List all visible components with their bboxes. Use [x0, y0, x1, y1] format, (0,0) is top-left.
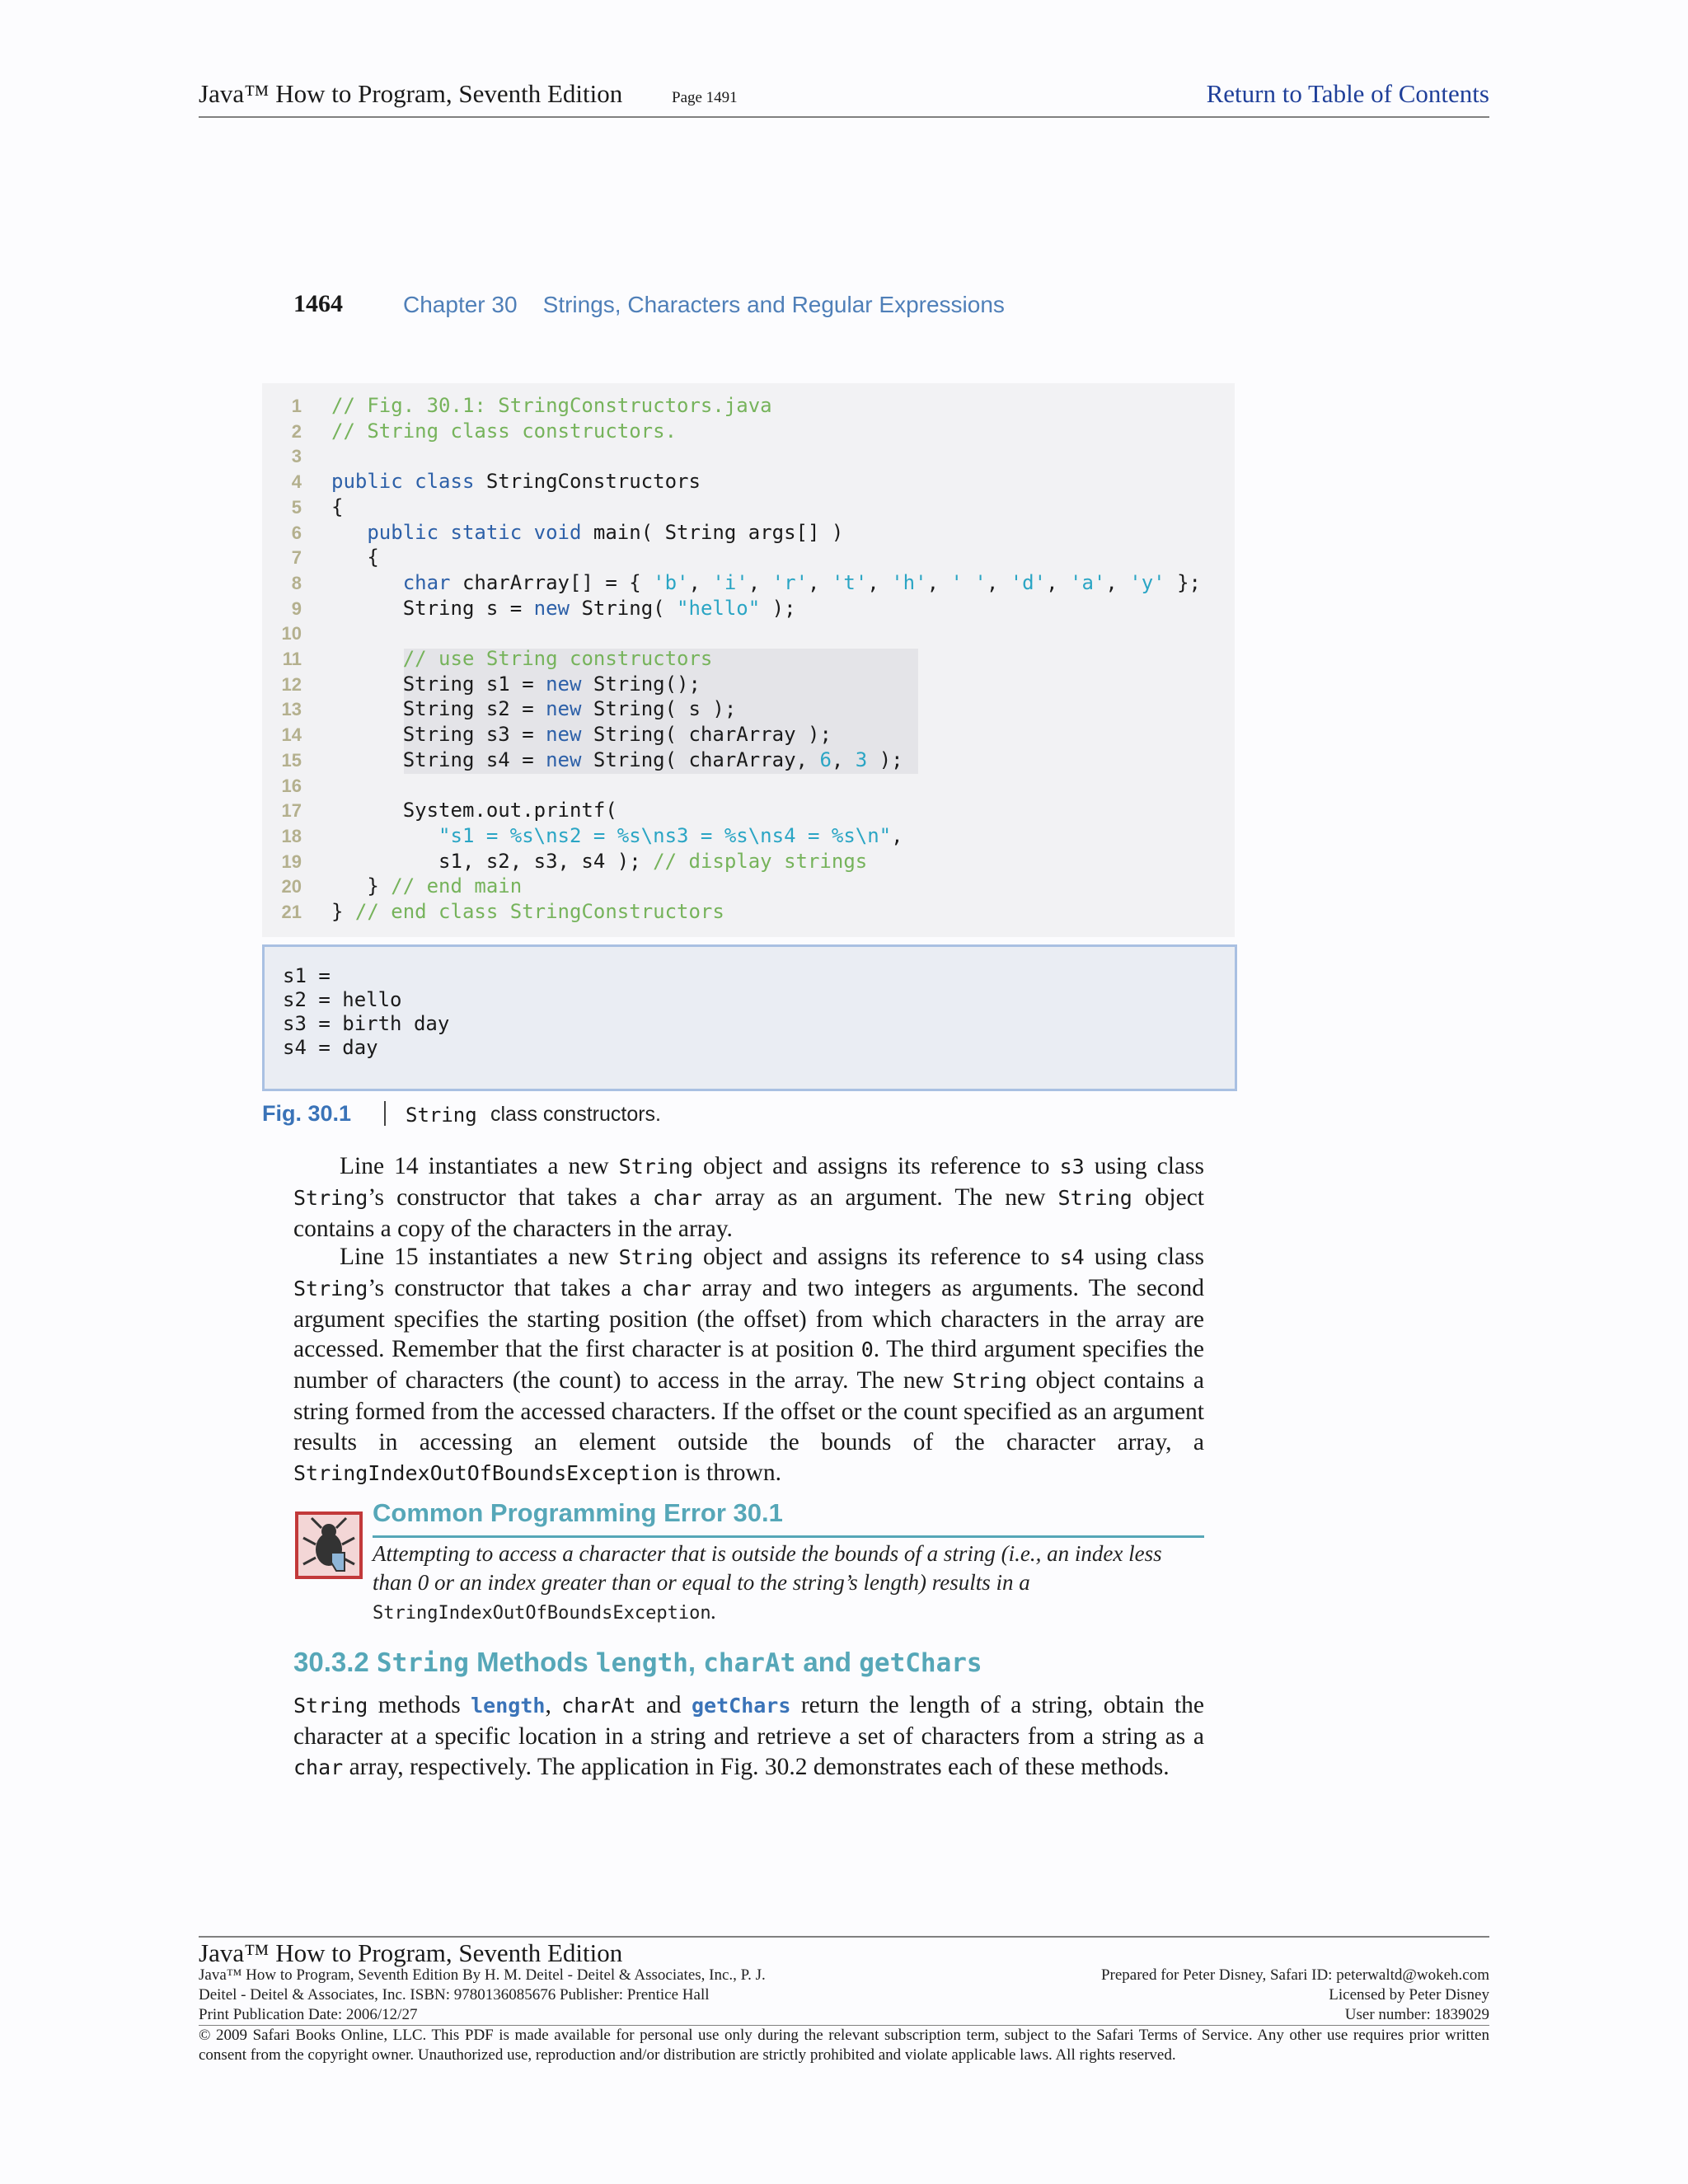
- output-line: s3 = birth day: [283, 1012, 450, 1035]
- section-heading: 30.3.2 String Methods length, charAt and getChars: [293, 1647, 982, 1678]
- line-number: 19: [281, 851, 302, 872]
- footer-copyright: © 2009 Safari Books Online, LLC. This PDF is made available for personal use only during the relevant subscription term, subject to the Safari Terms of Service. Any other use requires prior written consent from the copyright owner. Unauthorized use, reproduction and/or distribution are strictly prohibited and violate applicable laws. All rights reserved.: [199, 2027, 1489, 2064]
- line-number: 20: [281, 876, 302, 897]
- code-line: String s3 = new String( charArray );: [331, 723, 832, 746]
- code-line: String s2 = new String( s );: [331, 697, 737, 720]
- code-line: {: [331, 495, 344, 518]
- line-number: 16: [281, 776, 302, 796]
- toc-link[interactable]: Return to Table of Contents: [1206, 79, 1489, 108]
- figure-label: Fig. 30.1: [262, 1101, 352, 1126]
- caption-text: class constructors.: [490, 1103, 662, 1126]
- footer-divider: [199, 1936, 1489, 1938]
- code-line: } // end main: [331, 874, 523, 898]
- code-line: public static void main( String args[] ): [367, 521, 844, 544]
- page-number: 1464: [293, 290, 343, 317]
- line-number: 13: [281, 699, 302, 719]
- output-line: s4 = day: [283, 1036, 378, 1059]
- code-line: } // end class StringConstructors: [331, 900, 724, 923]
- line-number: 11: [282, 649, 302, 669]
- caption-separator: [384, 1101, 386, 1126]
- code-line: // String class constructors.: [331, 419, 678, 443]
- line-number: 10: [281, 623, 302, 644]
- line-number: 15: [281, 750, 302, 771]
- paragraph: Line 14 instantiates a new String object and assigns its reference to s3 using class String’s constructor that takes a char array as an argument. The new String object contains a copy of the characters in the array.: [293, 1153, 1204, 1242]
- footer-title: Java™ How to Program, Seventh Edition: [199, 1938, 623, 1967]
- bug-icon: [295, 1511, 363, 1579]
- code-line: {: [331, 546, 379, 569]
- caption-code: String: [406, 1104, 477, 1127]
- line-number: 9: [291, 598, 302, 619]
- code-line: String s = new String( "hello" );: [331, 597, 796, 620]
- line-number: 8: [291, 573, 302, 593]
- code-line: char charArray[] = { 'b', 'i', 'r', 't', 'h', ' ', 'd', 'a', 'y' };: [402, 571, 1201, 594]
- error-box-title: Common Programming Error 30.1: [373, 1498, 783, 1527]
- error-box-text: Attempting to access a character that is outside the bounds of a string (i.e., an index less than 0 or an index greater than or equal to the string’s length) results in a StringIndexOutOfBoundsException.: [373, 1541, 1162, 1624]
- footer-publication-info: Java™ How to Program, Seventh Edition By H. M. Deitel - Deitel & Associates, Inc., P. J. Deitel - Deitel & Associates, Inc. ISBN: 9780136085676 Publisher: Prentice Hall Print Publication Date: 2006/12/27: [199, 1966, 766, 2023]
- code-line: public class StringConstructors: [331, 470, 701, 493]
- code-line: // use String constructors: [402, 647, 713, 670]
- line-number: 3: [291, 446, 302, 466]
- line-number: 1: [291, 396, 302, 416]
- error-box-rule: [373, 1535, 1204, 1538]
- code-line: "s1 = %s\ns2 = %s\ns3 = %s\ns4 = %s\n",: [438, 824, 903, 847]
- output-line: s2 = hello: [283, 988, 402, 1011]
- line-number: 5: [291, 497, 302, 518]
- footer-license-info: Prepared for Peter Disney, Safari ID: peterwaltd@wokeh.com Licensed by Peter Disney User number: 1839029: [1100, 1966, 1489, 2023]
- line-number: 12: [281, 674, 302, 695]
- header-divider: [199, 116, 1489, 118]
- line-number: 2: [291, 421, 302, 442]
- line-number: 7: [291, 547, 302, 568]
- output-line: s1 =: [283, 964, 331, 987]
- page-label: Page 1491: [672, 89, 738, 106]
- book-title: Java™ How to Program, Seventh Edition: [199, 79, 623, 108]
- line-number: 18: [281, 826, 302, 846]
- code-line: System.out.printf(: [331, 799, 617, 822]
- chapter-title: Chapter 30 Strings, Characters and Regular Expressions: [403, 292, 1005, 317]
- code-line: s1, s2, s3, s4 ); // display strings: [331, 850, 868, 873]
- code-line: // Fig. 30.1: StringConstructors.java: [331, 394, 772, 417]
- paragraph: Line 15 instantiates a new String object and assigns its reference to s4 using class String’s constructor that takes a char array and two integers as arguments. The second argument specifies the starting position (the offset) from which characters in the array are accessed. Remember that the first character is at position 0. The third argument specifies the number of characters (the count) to access in the array. The new String object contains a string formed from the accessed characters. If the offset or the count specified as an argument results in accessing an element outside the bounds of the character array, a StringIndexOutOfBoundsException is thrown.: [293, 1244, 1205, 1486]
- code-line: String s4 = new String( charArray, 6, 3 );: [331, 748, 903, 771]
- line-number: 21: [281, 902, 302, 922]
- line-number: 4: [291, 471, 302, 492]
- line-number: 14: [281, 724, 302, 745]
- code-line: String s1 = new String();: [331, 673, 701, 696]
- line-number: 6: [291, 523, 302, 543]
- paragraph: String methods length, charAt and getChars return the length of a string, obtain the character at a specific location in a string and retrieve a set of characters from a string as a char array, respectively. The application in Fig. 30.2 demonstrates each of these methods.: [293, 1692, 1204, 1780]
- line-number: 17: [281, 800, 302, 821]
